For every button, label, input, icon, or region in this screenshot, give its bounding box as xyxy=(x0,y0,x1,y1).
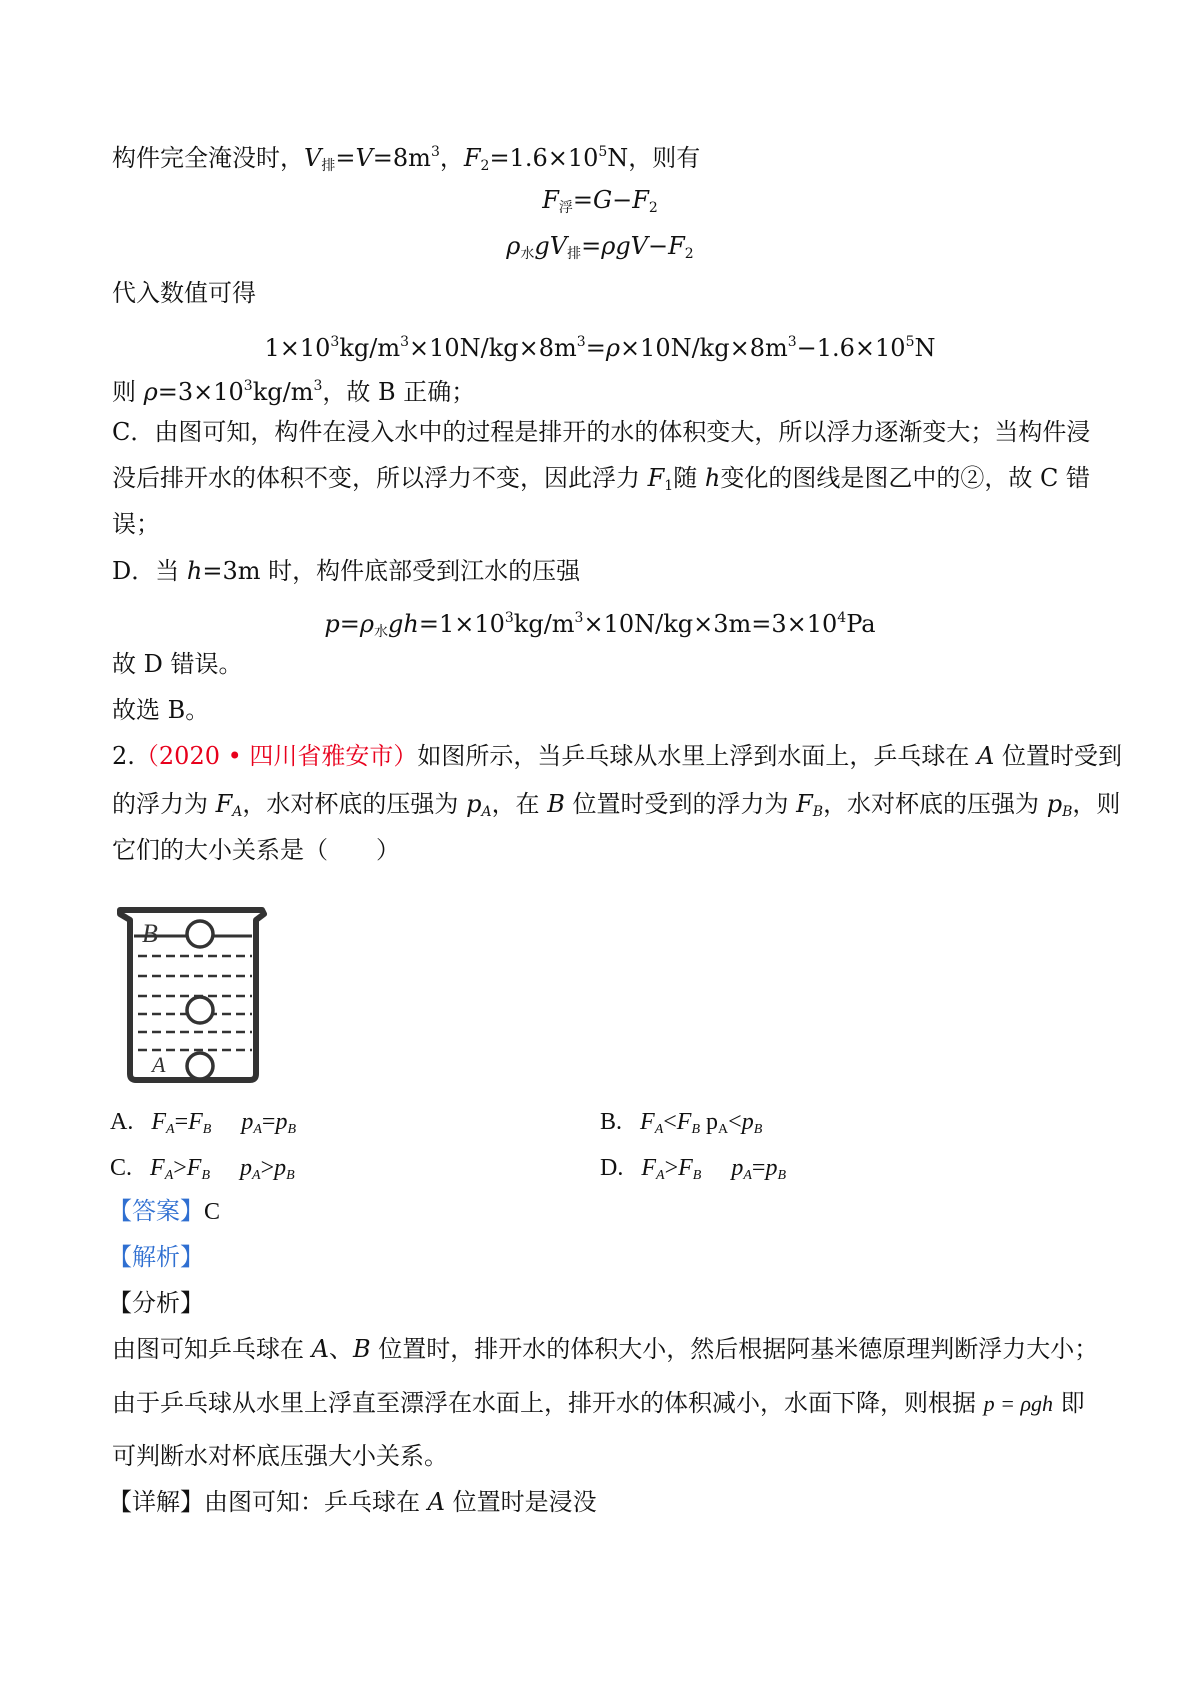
formula-buoyancy: $F_浮=G-F_2$ xyxy=(542,186,658,216)
question-2-line3: 它们的大小关系是（ ） xyxy=(112,836,400,864)
answer-value: C xyxy=(204,1199,221,1225)
label-a: A xyxy=(152,1052,166,1077)
option-c[interactable]: C. $F_A>F_B$ $p_A>p_B$ xyxy=(110,1155,295,1183)
beaker-figure xyxy=(112,906,272,1084)
question-number: 2. xyxy=(112,742,135,770)
question-source: （2020 • 四川省雅安市） xyxy=(134,742,418,770)
detail-line: 【详解】由图可知：乒乓球在 A 位置时是浸没 xyxy=(108,1488,597,1516)
formula-substitution: $1\times 10^3kg/m^3\times 10N/kg\times 8m^3=\rho\times 10N/kg\times 8m^3-1.6\times 10^5N$ xyxy=(264,334,936,362)
option-d[interactable]: D. $F_A>F_B$ $p_A=p_B$ xyxy=(600,1155,787,1183)
label-b: B xyxy=(142,919,158,948)
paragraph-d-wrong: 故 D 错误。 xyxy=(112,650,243,678)
answer-label: 答案 xyxy=(132,1197,180,1225)
answer-line: 【答案】C xyxy=(108,1197,221,1225)
paragraph-c-line2: 没后排开水的体积不变，所以浮力不变，因此浮力 $F_1$随 h变化的图线是图乙中的②，故 C 错 xyxy=(112,464,1090,494)
paragraph-d: D．当 h=3m 时，构件底部受到江水的压强 xyxy=(112,557,581,585)
formula-density: $\rho_水gV_排=\rho gV-F_2$ xyxy=(506,232,694,262)
paragraph-submerged: 构件完全淹没时，$V_排=V=8m^3$，$F_2=1.6\times 10^5N$，则有 xyxy=(112,144,701,174)
paragraph-c-line1: C．由图可知，构件在浸入水中的过程是排开的水的体积变大，所以浮力逐渐变大；当构件浸 xyxy=(112,418,1091,446)
paragraph-choose-b: 故选 B。 xyxy=(112,696,210,724)
ball-a xyxy=(187,1053,213,1079)
paragraph-result-b: 则 $\rho=3\times 10^3kg/m^3$，故 B 正确； xyxy=(112,378,476,406)
paragraph-substitute: 代入数值可得 xyxy=(112,279,256,307)
paragraph-c-line3: 误； xyxy=(112,510,160,538)
fenxi-heading: 【分析】 xyxy=(108,1289,204,1317)
question-2-line1: 2.（2020 • 四川省雅安市）如图所示，当乒乓球从水里上浮到水面上，乒乓球在 A 位置时受到 xyxy=(112,742,1123,770)
analysis-line1: 由图可知乒乓球在 A、B 位置时，排开水的体积大小，然后根据阿基米德原理判断浮力大小； xyxy=(112,1335,1099,1363)
ball-b xyxy=(187,921,213,947)
formula-pressure: $p=\rho_水gh=1\times 10^3kg/m^3\times 10N/kg\times 3m=3\times 10^4Pa$ xyxy=(324,610,876,640)
analysis-line2: 由于乒乓球从水里上浮直至漂浮在水面上，排开水的体积减小，水面下降，则根据 p = ρgh 即 xyxy=(112,1389,1085,1417)
option-b[interactable]: B. $F_A<F_B$ $p_A<p_B$ xyxy=(600,1109,763,1137)
analysis-line3: 可判断水对杯底压强大小关系。 xyxy=(112,1442,448,1470)
option-a[interactable]: A. $F_A=F_B$ $p_A=p_B$ xyxy=(110,1109,297,1137)
ball-middle xyxy=(187,997,213,1023)
analysis-heading: 【解析】 xyxy=(108,1243,204,1271)
question-2-line2: 的浮力为 $F_A$，水对杯底的压强为 $p_A$，在 B 位置时受到的浮力为 $F_B$，水对杯底的压强为 $p_B$，则 xyxy=(112,790,1121,820)
formula-p-rho-g-h: p = ρgh xyxy=(983,1391,1054,1416)
